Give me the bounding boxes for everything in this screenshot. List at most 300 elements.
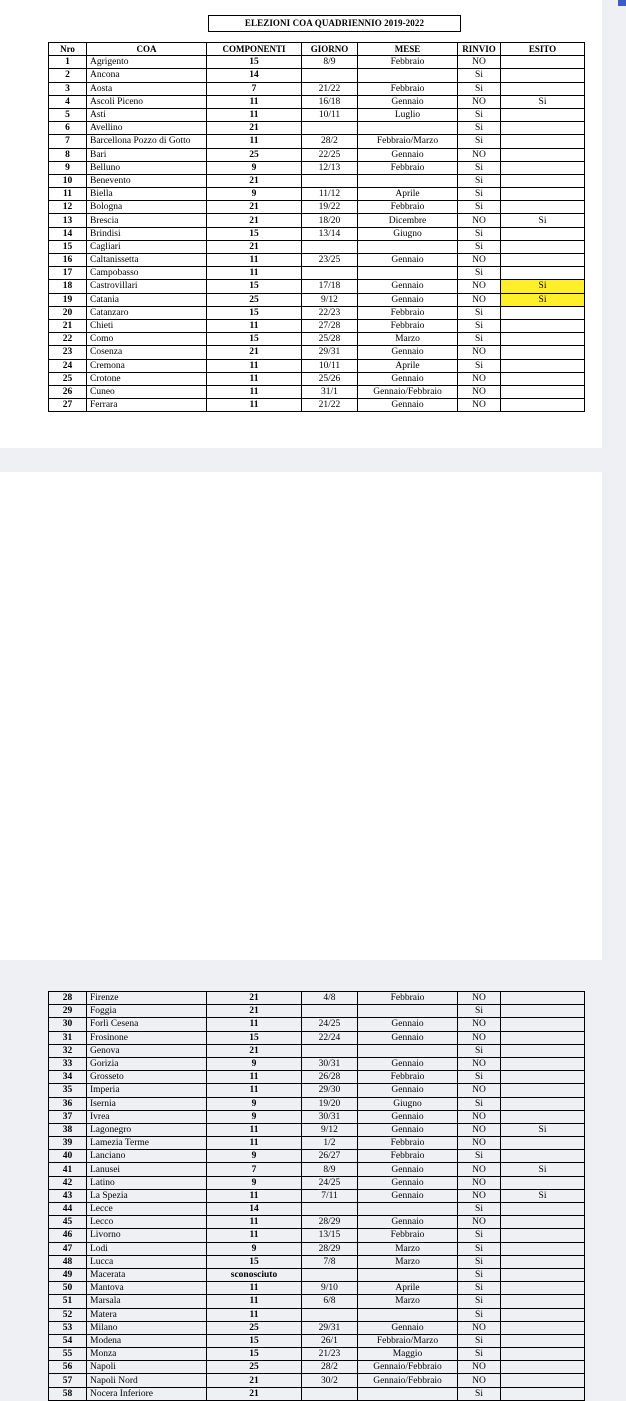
table-row	[49, 1242, 585, 1255]
cell-giorno: 19/22	[302, 201, 358, 214]
cell-esito	[501, 333, 585, 346]
table-row	[49, 188, 585, 201]
cell-mese: Gennaio	[358, 1321, 458, 1334]
cell-giorno: 30/2	[302, 1374, 358, 1387]
cell-giorno: 26/1	[302, 1334, 358, 1347]
cell-giorno: 6/8	[302, 1295, 358, 1308]
cell-giorno: 4/8	[302, 992, 358, 1005]
table-row	[49, 1321, 585, 1334]
cell-rinvio: Si	[458, 1255, 501, 1268]
cell-esito	[501, 161, 585, 174]
cell-componenti: 15	[207, 1334, 302, 1347]
cell-rinvio: NO	[458, 1189, 501, 1202]
elections-table-part-2	[48, 991, 585, 1401]
table-row	[49, 148, 585, 161]
header-componenti: COMPONENTI	[207, 43, 302, 56]
cell-nro: 58	[49, 1387, 87, 1400]
cell-componenti: 21	[207, 346, 302, 359]
cell-esito	[501, 319, 585, 332]
cell-componenti: 11	[207, 1216, 302, 1229]
cell-nro: 42	[49, 1176, 87, 1189]
cell-rinvio: NO	[458, 1031, 501, 1044]
cell-componenti: 9	[207, 1110, 302, 1123]
cell-nro: 48	[49, 1255, 87, 1268]
cell-mese	[358, 1044, 458, 1057]
cell-rinvio: NO	[458, 95, 501, 108]
cell-giorno: 10/11	[302, 108, 358, 121]
table-row	[49, 1189, 585, 1202]
cell-componenti: 11	[207, 1295, 302, 1308]
cell-esito	[501, 1242, 585, 1255]
cell-giorno: 8/9	[302, 1163, 358, 1176]
cell-giorno: 9/10	[302, 1282, 358, 1295]
cell-componenti: 11	[207, 1308, 302, 1321]
cell-giorno: 21/23	[302, 1348, 358, 1361]
cell-coa: Genova	[87, 1044, 207, 1057]
cell-nro: 21	[49, 319, 87, 332]
table-row	[49, 293, 585, 306]
cell-coa: Asti	[87, 108, 207, 121]
cell-esito	[501, 1084, 585, 1097]
cell-mese: Gennaio	[358, 399, 458, 412]
cell-coa: Gorizia	[87, 1057, 207, 1070]
cell-rinvio: NO	[458, 992, 501, 1005]
scrollbar-marker	[618, 0, 626, 6]
table-row	[49, 161, 585, 174]
cell-mese: Aprile	[358, 1282, 458, 1295]
cell-rinvio: Si	[458, 82, 501, 95]
cell-coa: Monza	[87, 1348, 207, 1361]
cell-coa: Crotone	[87, 372, 207, 385]
cell-esito	[501, 240, 585, 253]
cell-giorno: 31/1	[302, 385, 358, 398]
table-body-1	[49, 56, 585, 412]
cell-rinvio: NO	[458, 1123, 501, 1136]
cell-mese: Febbraio	[358, 306, 458, 319]
table-row	[49, 1361, 585, 1374]
cell-componenti: 9	[207, 1150, 302, 1163]
cell-mese: Febbraio	[358, 992, 458, 1005]
cell-nro: 53	[49, 1321, 87, 1334]
cell-giorno: 28/29	[302, 1242, 358, 1255]
cell-esito: Si	[501, 1123, 585, 1136]
table-row	[49, 992, 585, 1005]
table-row	[49, 280, 585, 293]
cell-nro: 38	[49, 1123, 87, 1136]
cell-coa: Latino	[87, 1176, 207, 1189]
cell-componenti: 11	[207, 385, 302, 398]
cell-rinvio: NO	[458, 1084, 501, 1097]
table-row	[49, 1334, 585, 1347]
header-giorno: GIORNO	[302, 43, 358, 56]
cell-coa: Brindisi	[87, 227, 207, 240]
cell-coa: Lanciano	[87, 1150, 207, 1163]
cell-coa: Modena	[87, 1334, 207, 1347]
cell-esito	[501, 372, 585, 385]
cell-esito	[501, 188, 585, 201]
cell-nro: 47	[49, 1242, 87, 1255]
cell-nro: 10	[49, 174, 87, 187]
cell-mese: Gennaio	[358, 95, 458, 108]
cell-esito: Si	[501, 280, 585, 293]
cell-giorno	[302, 1387, 358, 1400]
header-esito: ESITO	[501, 43, 585, 56]
cell-mese: Gennaio	[358, 1176, 458, 1189]
cell-coa: Macerata	[87, 1268, 207, 1281]
cell-rinvio: Si	[458, 1308, 501, 1321]
cell-mese: Gennaio	[358, 346, 458, 359]
cell-esito	[501, 1110, 585, 1123]
cell-giorno: 24/25	[302, 1176, 358, 1189]
cell-componenti: 11	[207, 1137, 302, 1150]
cell-componenti: 21	[207, 1387, 302, 1400]
cell-componenti: 15	[207, 333, 302, 346]
cell-nro: 35	[49, 1084, 87, 1097]
table-row	[49, 135, 585, 148]
cell-componenti: 14	[207, 1203, 302, 1216]
cell-componenti: 9	[207, 1176, 302, 1189]
cell-coa: Agrigento	[87, 56, 207, 69]
cell-rinvio: Si	[458, 161, 501, 174]
cell-esito	[501, 1031, 585, 1044]
table-row	[49, 1255, 585, 1268]
cell-coa: Marsala	[87, 1295, 207, 1308]
cell-rinvio: Si	[458, 359, 501, 372]
cell-mese	[358, 1268, 458, 1281]
table-row	[49, 1084, 585, 1097]
cell-giorno: 9/12	[302, 293, 358, 306]
cell-esito	[501, 1295, 585, 1308]
table-row	[49, 399, 585, 412]
cell-nro: 16	[49, 254, 87, 267]
table-row	[49, 1018, 585, 1031]
cell-mese: Febbraio/Marzo	[358, 1334, 458, 1347]
cell-coa: Napoli Nord	[87, 1374, 207, 1387]
cell-rinvio: NO	[458, 1110, 501, 1123]
cell-rinvio: NO	[458, 385, 501, 398]
cell-mese: Gennaio	[358, 1110, 458, 1123]
cell-nro: 15	[49, 240, 87, 253]
cell-esito: Si	[501, 293, 585, 306]
cell-rinvio: NO	[458, 372, 501, 385]
cell-componenti: 11	[207, 319, 302, 332]
table-row	[49, 1031, 585, 1044]
cell-esito: Si	[501, 1189, 585, 1202]
cell-giorno	[302, 1268, 358, 1281]
cell-esito	[501, 1203, 585, 1216]
cell-giorno: 1/2	[302, 1137, 358, 1150]
cell-giorno: 22/25	[302, 148, 358, 161]
cell-coa: Aosta	[87, 82, 207, 95]
header-coa: COA	[87, 43, 207, 56]
cell-componenti: 11	[207, 135, 302, 148]
cell-nro: 56	[49, 1361, 87, 1374]
cell-coa: Ancona	[87, 69, 207, 82]
table-row	[49, 267, 585, 280]
cell-giorno: 22/23	[302, 306, 358, 319]
cell-giorno: 26/27	[302, 1150, 358, 1163]
cell-giorno	[302, 267, 358, 280]
cell-mese	[358, 267, 458, 280]
cell-mese: Febbraio	[358, 1071, 458, 1084]
cell-esito	[501, 306, 585, 319]
cell-rinvio: Si	[458, 1295, 501, 1308]
table-row	[49, 56, 585, 69]
cell-nro: 33	[49, 1057, 87, 1070]
cell-giorno: 21/22	[302, 82, 358, 95]
cell-esito	[501, 1176, 585, 1189]
table-row	[49, 1110, 585, 1123]
cell-mese: Aprile	[358, 359, 458, 372]
cell-giorno	[302, 1044, 358, 1057]
cell-giorno: 17/18	[302, 280, 358, 293]
cell-coa: Lagonegro	[87, 1123, 207, 1136]
cell-nro: 7	[49, 135, 87, 148]
cell-esito	[501, 346, 585, 359]
table-row	[49, 1071, 585, 1084]
cell-rinvio: Si	[458, 1282, 501, 1295]
cell-rinvio: NO	[458, 1321, 501, 1334]
cell-nro: 52	[49, 1308, 87, 1321]
cell-coa: Caltanissetta	[87, 254, 207, 267]
cell-esito	[501, 359, 585, 372]
cell-giorno: 28/29	[302, 1216, 358, 1229]
cell-nro: 54	[49, 1334, 87, 1347]
cell-componenti: 11	[207, 359, 302, 372]
table-row	[49, 1308, 585, 1321]
cell-coa: Barcellona Pozzo di Gotto	[87, 135, 207, 148]
cell-rinvio: Si	[458, 1334, 501, 1347]
cell-esito	[501, 1216, 585, 1229]
cell-rinvio: Si	[458, 1203, 501, 1216]
cell-componenti: sconosciuto	[207, 1268, 302, 1281]
cell-giorno: 25/28	[302, 333, 358, 346]
cell-rinvio: NO	[458, 1137, 501, 1150]
cell-giorno: 26/28	[302, 1071, 358, 1084]
cell-componenti: 11	[207, 1189, 302, 1202]
cell-componenti: 21	[207, 1005, 302, 1018]
cell-coa: Lamezia Terme	[87, 1137, 207, 1150]
cell-esito	[501, 1348, 585, 1361]
cell-rinvio: NO	[458, 254, 501, 267]
cell-coa: Ferrara	[87, 399, 207, 412]
cell-componenti: 11	[207, 399, 302, 412]
cell-esito	[501, 1361, 585, 1374]
cell-componenti: 9	[207, 1097, 302, 1110]
cell-rinvio: Si	[458, 1005, 501, 1018]
cell-mese: Giugno	[358, 1097, 458, 1110]
cell-rinvio: NO	[458, 346, 501, 359]
cell-giorno: 8/9	[302, 56, 358, 69]
cell-coa: Benevento	[87, 174, 207, 187]
cell-coa: Forlì Cesena	[87, 1018, 207, 1031]
cell-esito	[501, 135, 585, 148]
cell-giorno: 21/22	[302, 399, 358, 412]
cell-mese: Febbraio	[358, 1137, 458, 1150]
cell-nro: 49	[49, 1268, 87, 1281]
cell-rinvio: Si	[458, 1071, 501, 1084]
cell-coa: Livorno	[87, 1229, 207, 1242]
cell-esito	[501, 201, 585, 214]
cell-componenti: 9	[207, 1057, 302, 1070]
cell-giorno: 13/15	[302, 1229, 358, 1242]
cell-coa: Catania	[87, 293, 207, 306]
cell-componenti: 21	[207, 240, 302, 253]
cell-mese: Febbraio/Marzo	[358, 135, 458, 148]
cell-componenti: 9	[207, 161, 302, 174]
cell-componenti: 21	[207, 122, 302, 135]
cell-mese	[358, 1203, 458, 1216]
cell-esito	[501, 1308, 585, 1321]
table-row	[49, 174, 585, 187]
cell-mese: Gennaio	[358, 1031, 458, 1044]
cell-nro: 57	[49, 1374, 87, 1387]
cell-mese: Dicembre	[358, 214, 458, 227]
cell-coa: Avellino	[87, 122, 207, 135]
cell-rinvio: NO	[458, 1176, 501, 1189]
cell-rinvio: Si	[458, 319, 501, 332]
cell-nro: 2	[49, 69, 87, 82]
cell-nro: 18	[49, 280, 87, 293]
cell-giorno: 10/11	[302, 359, 358, 372]
table-row	[49, 240, 585, 253]
header-nro: Nro	[49, 43, 87, 56]
cell-esito	[501, 1071, 585, 1084]
cell-nro: 12	[49, 201, 87, 214]
cell-rinvio: Si	[458, 240, 501, 253]
table-row	[49, 372, 585, 385]
cell-coa: Lecce	[87, 1203, 207, 1216]
cell-mese	[358, 69, 458, 82]
table-row	[49, 69, 585, 82]
cell-esito	[501, 1282, 585, 1295]
cell-coa: Biella	[87, 188, 207, 201]
cell-componenti: 11	[207, 254, 302, 267]
cell-componenti: 21	[207, 1044, 302, 1057]
cell-coa: Cosenza	[87, 346, 207, 359]
cell-mese: Gennaio	[358, 1084, 458, 1097]
cell-mese: Gennaio	[358, 280, 458, 293]
cell-componenti: 15	[207, 227, 302, 240]
document-page-1	[0, 0, 602, 448]
table-row	[49, 1044, 585, 1057]
table-row	[49, 1163, 585, 1176]
cell-mese: Febbraio	[358, 201, 458, 214]
cell-nro: 29	[49, 1005, 87, 1018]
cell-nro: 31	[49, 1031, 87, 1044]
cell-giorno: 30/31	[302, 1057, 358, 1070]
cell-mese	[358, 240, 458, 253]
table-row	[49, 254, 585, 267]
cell-coa: Campobasso	[87, 267, 207, 280]
cell-mese: Gennaio	[358, 1163, 458, 1176]
cell-giorno: 7/8	[302, 1255, 358, 1268]
cell-mese	[358, 1308, 458, 1321]
cell-componenti: 15	[207, 306, 302, 319]
cell-esito	[501, 1229, 585, 1242]
cell-mese: Marzo	[358, 333, 458, 346]
cell-mese: Gennaio	[358, 1123, 458, 1136]
cell-mese: Febbraio	[358, 1229, 458, 1242]
cell-nro: 8	[49, 148, 87, 161]
cell-coa: Ascoli Piceno	[87, 95, 207, 108]
cell-giorno: 16/18	[302, 95, 358, 108]
cell-nro: 51	[49, 1295, 87, 1308]
cell-componenti: 21	[207, 201, 302, 214]
cell-coa: Belluno	[87, 161, 207, 174]
cell-giorno: 18/20	[302, 214, 358, 227]
cell-coa: Milano	[87, 1321, 207, 1334]
cell-componenti: 9	[207, 188, 302, 201]
cell-mese: Maggio	[358, 1348, 458, 1361]
table-row	[49, 385, 585, 398]
cell-coa: Bologna	[87, 201, 207, 214]
cell-rinvio: NO	[458, 1057, 501, 1070]
cell-nro: 37	[49, 1110, 87, 1123]
cell-esito: Si	[501, 214, 585, 227]
cell-componenti: 15	[207, 1031, 302, 1044]
cell-nro: 41	[49, 1163, 87, 1176]
cell-esito	[501, 992, 585, 1005]
cell-coa: Isernia	[87, 1097, 207, 1110]
cell-componenti: 11	[207, 95, 302, 108]
cell-rinvio: Si	[458, 1150, 501, 1163]
cell-coa: Lecco	[87, 1216, 207, 1229]
cell-mese: Marzo	[358, 1255, 458, 1268]
table-row	[49, 1123, 585, 1136]
cell-componenti: 11	[207, 108, 302, 121]
table-row	[49, 1268, 585, 1281]
cell-esito	[501, 1374, 585, 1387]
cell-rinvio: Si	[458, 1387, 501, 1400]
cell-giorno: 24/25	[302, 1018, 358, 1031]
document-page-2	[0, 472, 602, 1399]
cell-coa: Frosinone	[87, 1031, 207, 1044]
cell-componenti: 15	[207, 1348, 302, 1361]
cell-nro: 24	[49, 359, 87, 372]
cell-componenti: 15	[207, 56, 302, 69]
table-body-2	[49, 992, 585, 1401]
cell-rinvio: Si	[458, 122, 501, 135]
cell-giorno	[302, 69, 358, 82]
cell-esito	[501, 1150, 585, 1163]
cell-nro: 25	[49, 372, 87, 385]
cell-componenti: 11	[207, 1229, 302, 1242]
cell-nro: 11	[49, 188, 87, 201]
cell-giorno: 25/26	[302, 372, 358, 385]
cell-coa: La Spezia	[87, 1189, 207, 1202]
cell-rinvio: Si	[458, 306, 501, 319]
cell-coa: Chieti	[87, 319, 207, 332]
cell-componenti: 25	[207, 1361, 302, 1374]
table-row	[49, 1097, 585, 1110]
cell-rinvio: Si	[458, 1348, 501, 1361]
cell-componenti: 7	[207, 1163, 302, 1176]
cell-componenti: 11	[207, 267, 302, 280]
cell-coa: Firenze	[87, 992, 207, 1005]
cell-mese: Luglio	[358, 108, 458, 121]
cell-nro: 23	[49, 346, 87, 359]
cell-componenti: 25	[207, 148, 302, 161]
cell-coa: Napoli	[87, 1361, 207, 1374]
cell-mese	[358, 174, 458, 187]
cell-componenti: 21	[207, 174, 302, 187]
cell-nro: 20	[49, 306, 87, 319]
cell-esito	[501, 122, 585, 135]
cell-mese: Febbraio	[358, 1150, 458, 1163]
cell-coa: Cuneo	[87, 385, 207, 398]
cell-mese: Gennaio/Febbraio	[358, 385, 458, 398]
